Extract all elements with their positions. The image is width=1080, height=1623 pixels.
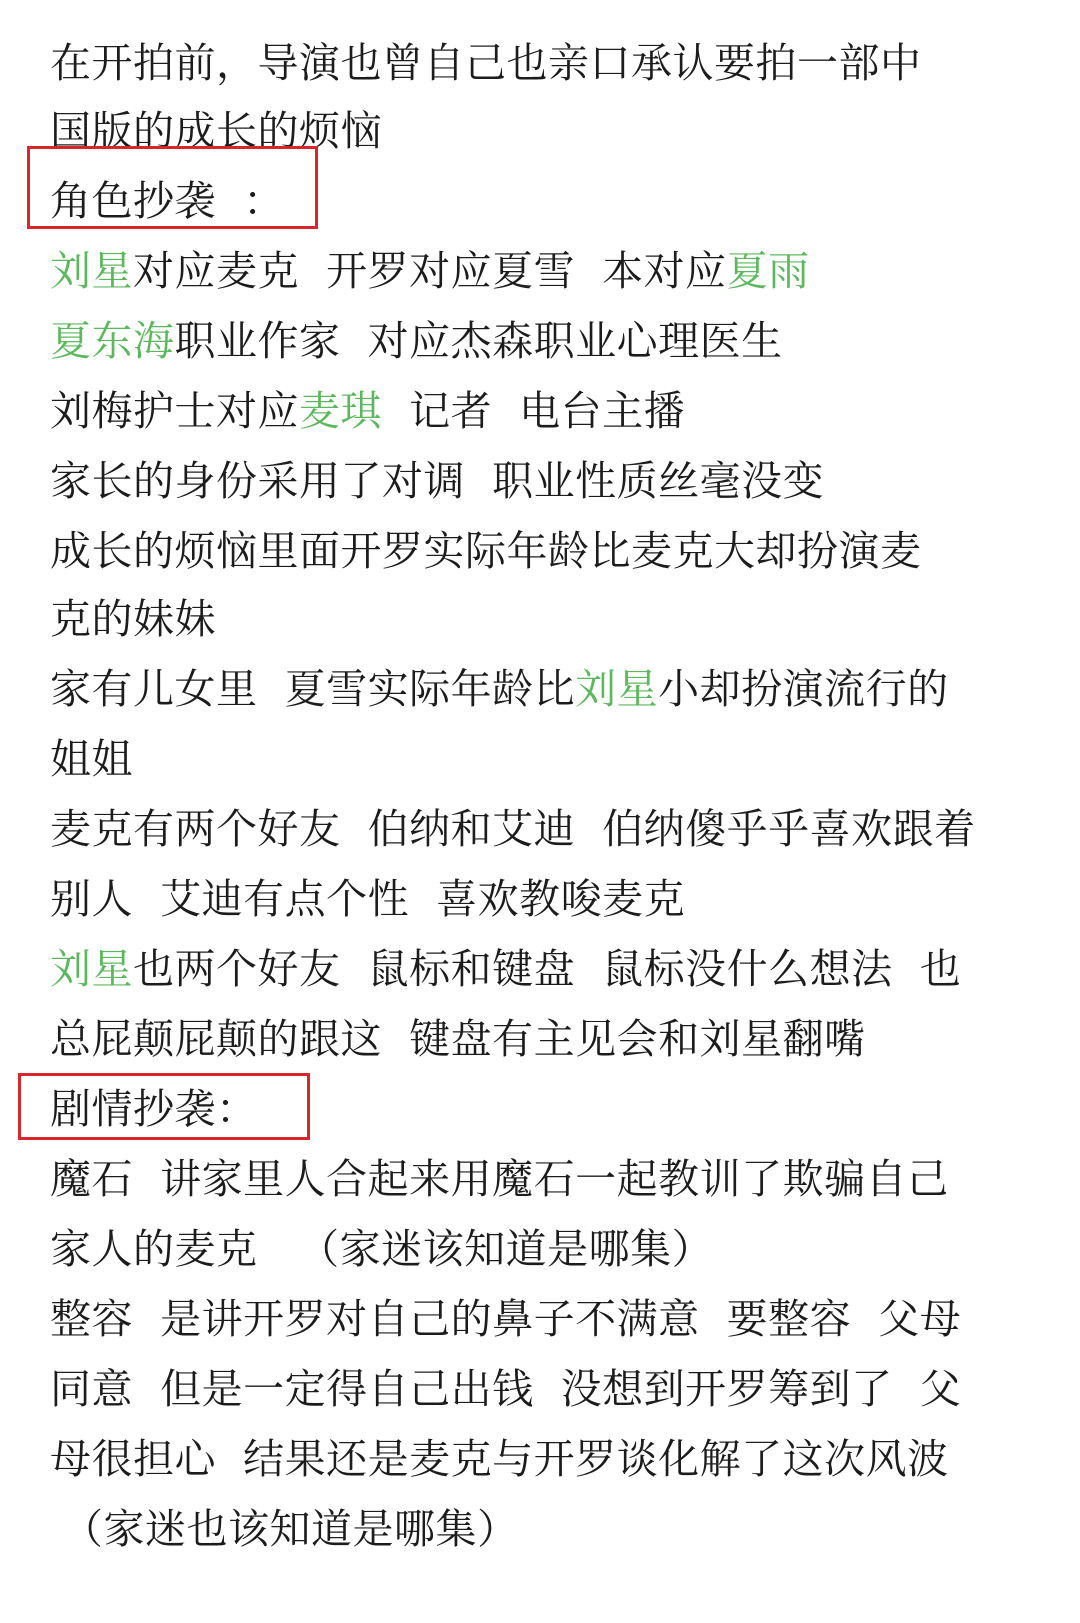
text-line [50,1144,949,1214]
text-segment: 麦克有两个好友 伯纳和艾迪 伯纳傻乎乎喜欢跟着 [50,805,976,853]
text-segment: 魔石 讲家里人合起来用魔石一起教训了欺骗自己 [50,1155,949,1203]
text-line [50,1284,961,1354]
highlighted-name: 刘星 [50,945,133,993]
text-segment: 同意 但是一定得自己出钱 没想到开罗筹到了 父 [50,1365,962,1413]
text-line [50,1004,866,1074]
text-segment: 刘梅护士对应 [50,387,299,435]
text-segment: 总屁颠屁颠的跟这 键盘有主见会和刘星翻嘴 [50,1015,866,1063]
highlight-box-plot-plagiarism [18,1073,310,1140]
text-line [50,28,922,98]
highlighted-name: 夏雨 [726,247,810,295]
highlighted-name: 麦琪 [299,387,382,435]
text-line [50,236,810,306]
text-line [50,934,961,1004]
text-line [62,1494,519,1564]
text-segment: 也两个好友 鼠标和键盘 鼠标没什么想法 也 [133,945,962,993]
text-segment: 别人 艾迪有点个性 喜欢教唆麦克 [50,875,686,923]
text-segment: 职业作家 对应杰森职业心理医生 [174,317,783,365]
text-line [50,1214,713,1284]
text-line [50,446,824,516]
highlight-box-role-plagiarism [27,146,318,229]
text-segment: 剧情抄袭： [50,1085,258,1133]
highlighted-name: 刘星 [50,247,133,295]
text-segment: 小却扮演流行的 [658,665,949,713]
text-segment: 记者 电台主播 [382,387,686,435]
text-line [50,794,976,864]
text-line [50,654,949,724]
text-line [50,864,685,934]
text-segment: 姐姐 [50,735,133,783]
highlighted-name: 夏东海 [50,317,175,365]
text-line [50,1354,961,1424]
text-segment: 家长的身份采用了对调 职业性质丝毫没变 [50,457,825,505]
text-segment: 母很担心 结果还是麦克与开罗谈化解了这次风波 [50,1435,949,1483]
text-segment: 家人的麦克 （家迷该知道是哪集） [50,1225,714,1273]
text-line [50,724,133,794]
text-segment: 整容 是讲开罗对自己的鼻子不满意 要整容 父母 [50,1295,962,1343]
text-line [50,584,216,654]
text-segment: 角色抄袭 ： [50,177,285,225]
text-segment: 对应麦克 开罗对应夏雪 本对应 [133,247,727,295]
highlighted-name: 刘星 [575,665,659,713]
text-line [50,1424,949,1494]
text-segment: （家迷也该知道是哪集） [62,1505,519,1553]
text-segment: 国版的成长的烦恼 [50,107,382,155]
text-segment: 成长的烦恼里面开罗实际年龄比麦克大却扮演麦 [50,527,922,575]
text-line [50,516,922,586]
text-line [50,376,685,446]
text-segment: 克的妹妹 [50,595,216,643]
text-segment: 家有儿女里 夏雪实际年龄比 [50,665,576,713]
text-line [50,306,783,376]
text-segment: 在开拍前，导演也曾自己也亲口承认要拍一部中 [50,39,922,87]
